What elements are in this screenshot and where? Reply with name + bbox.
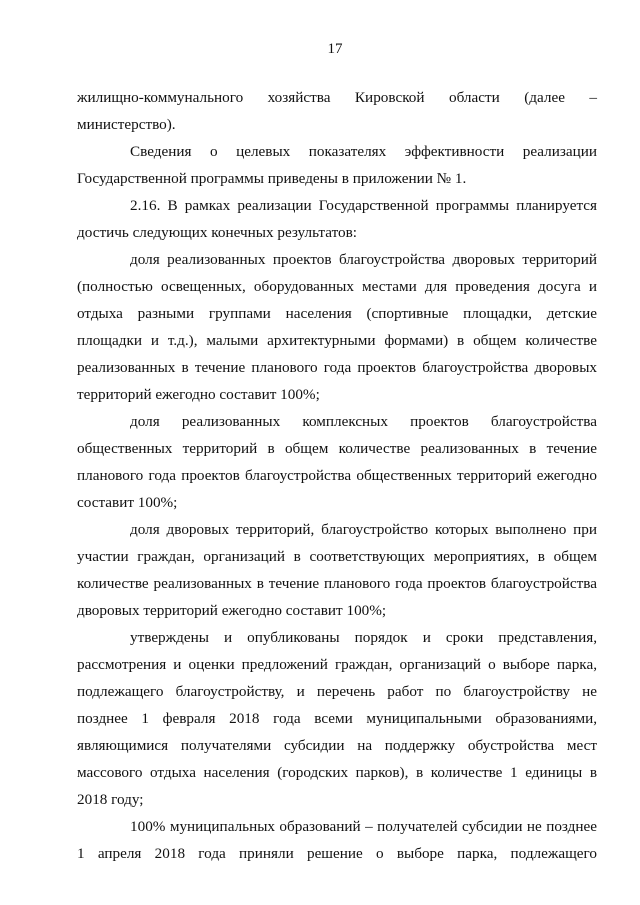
page-number: 17 (327, 41, 343, 57)
paragraph-park-procedure (77, 624, 597, 813)
text-line: министерство). (77, 116, 176, 133)
text-line: территорий ежегодно составит 100%; (77, 386, 320, 403)
paragraph-indicators (77, 138, 597, 192)
text-line: утверждены и опубликованы порядок и сроки представления, (130, 629, 597, 646)
text-line: массового отдыха населения (городских парков), в количестве 1 единицы в (77, 764, 597, 781)
text-line: 2018 году; (77, 791, 144, 808)
text-line: достичь следующих конечных результатов: (77, 224, 358, 241)
text-line: участии граждан, организаций в соответствующих мероприятиях, в общем (77, 548, 597, 565)
text-line: 100% муниципальных образований – получателей субсидии не позднее (130, 818, 597, 835)
text-line: Государственной программы приведены в приложении № 1. (77, 170, 467, 187)
text-line: доля дворовых территорий, благоустройство которых выполнено при (130, 521, 597, 538)
text-line: 2.16. В рамках реализации Государственной программы планируется (130, 197, 597, 214)
text-line: рассмотрения и оценки предложений граждан, организаций о выборе парка, (77, 656, 597, 673)
text-line: позднее 1 февраля 2018 года всеми муниципальными образованиями, (77, 710, 597, 727)
text-line: (полностью освещенных, оборудованных местами для проведения досуга и (77, 278, 597, 295)
text-line: реализованных в течение планового года проектов благоустройства дворовых (77, 359, 597, 376)
paragraph-municipal-decision (77, 813, 597, 867)
paragraph-citizen-participation (77, 516, 597, 624)
paragraph-2-16 (77, 192, 597, 246)
text-line: составит 100%; (77, 494, 178, 511)
text-line: дворовых территорий ежегодно составит 100%; (77, 602, 387, 619)
text-line: являющимися получателями субсидии на поддержку обустройства мест (77, 737, 597, 754)
paragraph-yard-projects (77, 246, 597, 408)
text-line: общественных территорий в общем количестве реализованных в течение (77, 440, 597, 457)
text-line: доля реализованных проектов благоустройства дворовых территорий (130, 251, 597, 268)
text-line: подлежащего благоустройству, и перечень работ по благоустройству не (77, 683, 597, 700)
text-line: количестве реализованных в течение планового года проектов благоустройства (77, 575, 597, 592)
text-line: Сведения о целевых показателях эффективности реализации (130, 143, 597, 160)
paragraph-ministry (77, 84, 597, 138)
text-line: доля реализованных комплексных проектов благоустройства (130, 413, 597, 430)
text-line: отдыха разными группами населения (спортивные площадки, детские (77, 305, 597, 322)
text-line: 1 апреля 2018 года приняли решение о выборе парка, подлежащего (77, 845, 597, 862)
body-text (77, 84, 597, 867)
paragraph-public-territories (77, 408, 597, 516)
text-line: планового года проектов благоустройства общественных территорий ежегодно (77, 467, 597, 484)
text-line: жилищно-коммунального хозяйства Кировской области (далее – (77, 89, 597, 106)
text-line: площадки и т.д.), малыми архитектурными формами) в общем количестве (77, 332, 597, 349)
